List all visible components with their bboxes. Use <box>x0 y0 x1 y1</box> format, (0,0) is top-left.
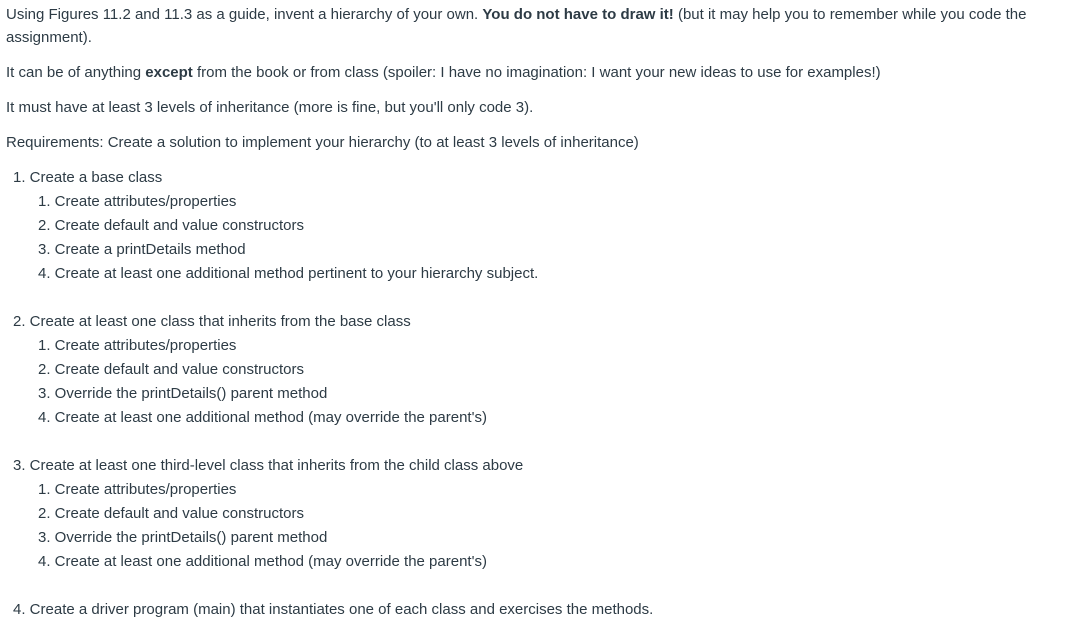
step-child-class <box>13 310 1074 430</box>
emphasis-text: You do not have to draw it! <box>482 6 674 23</box>
sub-item: 1. Create attributes/properties <box>38 337 237 354</box>
sub-item: 2. Create default and value constructors <box>38 505 304 522</box>
emphasis-text: except <box>145 64 193 81</box>
sub-list <box>13 334 1074 430</box>
intro-paragraph-figures <box>6 3 1074 49</box>
step-label: 1. Create a base class <box>13 169 163 186</box>
intro-paragraph-levels: It must have at least 3 levels of inheritance (more is fine, but you'll only code 3). <box>6 99 534 116</box>
step-base-class <box>13 166 1074 286</box>
intro-text: It can be of anything <box>6 64 146 81</box>
sub-item: 3. Create a printDetails method <box>38 241 246 258</box>
requirements-list <box>6 166 1074 622</box>
sub-list <box>13 478 1074 574</box>
sub-list <box>13 190 1074 286</box>
sub-item: 4. Create at least one additional method pertinent to your hierarchy subject. <box>38 265 539 282</box>
sub-item: 1. Create attributes/properties <box>38 481 237 498</box>
sub-item: 1. Create attributes/properties <box>38 193 237 210</box>
intro-text: (but it may help you to remember while you code the assignment). <box>6 6 1027 46</box>
intro-paragraph-except <box>6 61 1074 84</box>
sub-item: 2. Create default and value constructors <box>38 361 304 378</box>
sub-item: 2. Create default and value constructors <box>38 217 304 234</box>
step-third-level-class <box>13 454 1074 574</box>
step-label: 4. Create a driver program (main) that instantiates one of each class and exercises the methods. <box>13 601 654 618</box>
intro-text: from the book or from class (spoiler: I have no imagination: I want your new ideas to use for examples!) <box>192 64 881 81</box>
sub-item: 3. Override the printDetails() parent method <box>38 529 328 546</box>
sub-item: 3. Override the printDetails() parent method <box>38 385 328 402</box>
sub-item: 4. Create at least one additional method (may override the parent's) <box>38 553 487 570</box>
requirements-heading: Requirements: Create a solution to implement your hierarchy (to at least 3 levels of inheritance) <box>6 134 639 151</box>
step-label: 3. Create at least one third-level class that inherits from the child class above <box>13 457 524 474</box>
intro-text: Using Figures 11.2 and 11.3 as a guide, invent a hierarchy of your own. <box>6 6 483 23</box>
assignment-content <box>6 3 1074 622</box>
sub-item: 4. Create at least one additional method (may override the parent's) <box>38 409 487 426</box>
step-label: 2. Create at least one class that inherits from the base class <box>13 313 411 330</box>
step-driver-program <box>13 598 1074 622</box>
